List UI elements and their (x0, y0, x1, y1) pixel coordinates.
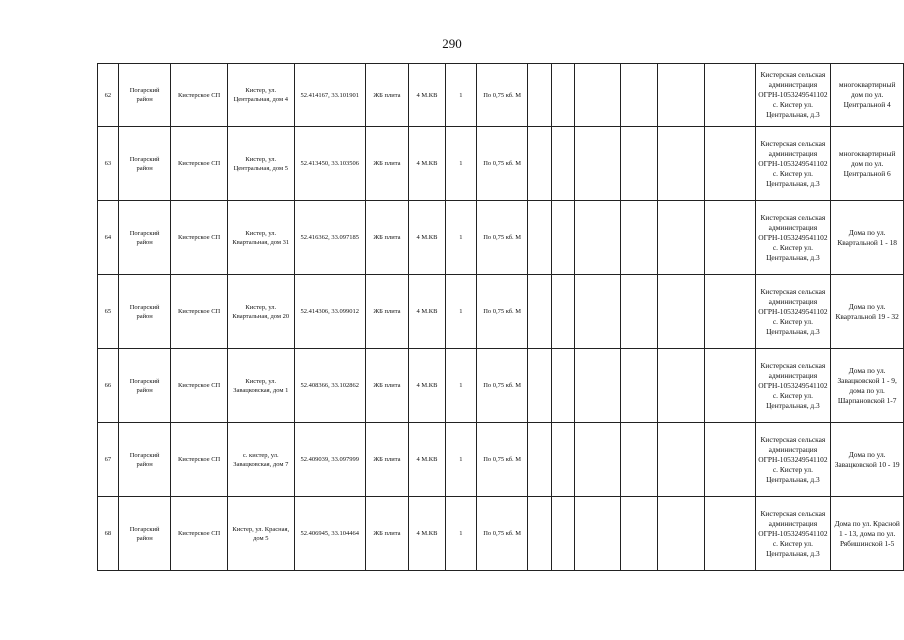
table-row (98, 423, 904, 497)
cover-type-cell: ЖБ плита (365, 349, 408, 423)
address-cell: Кистер, ул. Центральная, дом 5 (227, 127, 294, 201)
coordinates-cell: 52.409039, 33.097999 (294, 423, 365, 497)
area-cell: 4 М.КВ (409, 423, 446, 497)
quantity-cell: 1 (445, 64, 476, 127)
address-cell: Кистер, ул. Квартальная, дом 31 (227, 201, 294, 275)
volume-cell: По 0,75 кб. М (476, 275, 527, 349)
address-cell: с. кистер, ул. Завацковская, дом 7 (227, 423, 294, 497)
district-cell: Погарский район (118, 127, 171, 201)
empty-cell (528, 349, 552, 423)
empty-cell (575, 275, 621, 349)
empty-cell (575, 64, 621, 127)
settlement-cell: Кистерское СП (171, 497, 227, 571)
cover-type-cell: ЖБ плита (365, 201, 408, 275)
empty-cell (551, 423, 575, 497)
table-row (98, 201, 904, 275)
cover-type-cell: ЖБ плита (365, 275, 408, 349)
row-number: 67 (98, 423, 119, 497)
empty-cell (657, 127, 704, 201)
administration-cell: Кистерская сельская администрация ОГРН-1053249541102 с. Кистер ул. Центральная, д.3 (755, 201, 831, 275)
empty-cell (704, 349, 755, 423)
row-number: 63 (98, 127, 119, 201)
settlement-cell: Кистерское СП (171, 201, 227, 275)
quantity-cell: 1 (445, 349, 476, 423)
empty-cell (528, 127, 552, 201)
volume-cell: По 0,75 кб. М (476, 127, 527, 201)
volume-cell: По 0,75 кб. М (476, 201, 527, 275)
settlement-cell: Кистерское СП (171, 127, 227, 201)
served-objects-cell: многоквартирный дом по ул. Центральной 4 (831, 64, 904, 127)
table-row (98, 127, 904, 201)
administration-cell: Кистерская сельская администрация ОГРН-1053249541102 с. Кистер ул. Центральная, д.3 (755, 127, 831, 201)
empty-cell (551, 127, 575, 201)
settlement-cell: Кистерское СП (171, 349, 227, 423)
empty-cell (704, 423, 755, 497)
table-row (98, 497, 904, 571)
cover-type-cell: ЖБ плита (365, 423, 408, 497)
empty-cell (657, 423, 704, 497)
volume-cell: По 0,75 кб. М (476, 64, 527, 127)
coordinates-cell: 52.414167, 33.101901 (294, 64, 365, 127)
settlement-cell: Кистерское СП (171, 423, 227, 497)
area-cell: 4 М.КВ (409, 349, 446, 423)
row-number: 62 (98, 64, 119, 127)
empty-cell (528, 423, 552, 497)
page-number: 290 (442, 36, 462, 51)
row-number: 64 (98, 201, 119, 275)
district-cell: Погарский район (118, 497, 171, 571)
empty-cell (657, 201, 704, 275)
empty-cell (575, 423, 621, 497)
quantity-cell: 1 (445, 423, 476, 497)
row-number: 66 (98, 349, 119, 423)
empty-cell (704, 201, 755, 275)
table-row (98, 64, 904, 127)
empty-cell (575, 201, 621, 275)
row-number: 65 (98, 275, 119, 349)
empty-cell (704, 497, 755, 571)
district-cell: Погарский район (118, 201, 171, 275)
empty-cell (621, 423, 658, 497)
quantity-cell: 1 (445, 127, 476, 201)
empty-cell (551, 275, 575, 349)
empty-cell (575, 497, 621, 571)
cover-type-cell: ЖБ плита (365, 127, 408, 201)
address-cell: Кистер, ул. Квартальная, дом 20 (227, 275, 294, 349)
empty-cell (621, 127, 658, 201)
empty-cell (621, 64, 658, 127)
cover-type-cell: ЖБ плита (365, 64, 408, 127)
area-cell: 4 М.КВ (409, 64, 446, 127)
empty-cell (551, 64, 575, 127)
empty-cell (551, 349, 575, 423)
settlement-cell: Кистерское СП (171, 275, 227, 349)
empty-cell (528, 64, 552, 127)
served-objects-cell: Дома по ул. Квартальной 1 - 18 (831, 201, 904, 275)
area-cell: 4 М.КВ (409, 127, 446, 201)
empty-cell (704, 275, 755, 349)
cover-type-cell: ЖБ плита (365, 497, 408, 571)
served-objects-cell: Дома по ул. Красной 1 - 13, дома по ул. Рябишинской 1-5 (831, 497, 904, 571)
table-row (98, 349, 904, 423)
volume-cell: По 0,75 кб. М (476, 497, 527, 571)
district-cell: Погарский район (118, 349, 171, 423)
address-cell: Кистер, ул. Красная, дом 5 (227, 497, 294, 571)
district-cell: Погарский район (118, 423, 171, 497)
empty-cell (528, 201, 552, 275)
empty-cell (704, 127, 755, 201)
coordinates-cell: 52.413450, 33.103506 (294, 127, 365, 201)
district-cell: Погарский район (118, 275, 171, 349)
coordinates-cell: 52.408366, 33.102862 (294, 349, 365, 423)
empty-cell (657, 497, 704, 571)
empty-cell (657, 275, 704, 349)
quantity-cell: 1 (445, 201, 476, 275)
administration-cell: Кистерская сельская администрация ОГРН-1053249541102 с. Кистер ул. Центральная, д.3 (755, 64, 831, 127)
row-number: 68 (98, 497, 119, 571)
district-cell: Погарский район (118, 64, 171, 127)
area-cell: 4 М.КВ (409, 275, 446, 349)
empty-cell (528, 497, 552, 571)
administration-cell: Кистерская сельская администрация ОГРН-1053249541102 с. Кистер ул. Центральная, д.3 (755, 497, 831, 571)
settlement-cell: Кистерское СП (171, 64, 227, 127)
served-objects-cell: многоквартирный дом по ул. Центральной 6 (831, 127, 904, 201)
registry-table (97, 63, 904, 571)
administration-cell: Кистерская сельская администрация ОГРН-1053249541102 с. Кистер ул. Центральная, д.3 (755, 275, 831, 349)
empty-cell (551, 201, 575, 275)
empty-cell (621, 275, 658, 349)
empty-cell (528, 275, 552, 349)
empty-cell (657, 64, 704, 127)
empty-cell (621, 201, 658, 275)
area-cell: 4 М.КВ (409, 497, 446, 571)
empty-cell (575, 349, 621, 423)
served-objects-cell: Дома по ул. Завацковской 10 - 19 (831, 423, 904, 497)
empty-cell (621, 349, 658, 423)
quantity-cell: 1 (445, 497, 476, 571)
volume-cell: По 0,75 кб. М (476, 349, 527, 423)
served-objects-cell: Дома по ул. Квартальной 19 - 32 (831, 275, 904, 349)
address-cell: Кистер, ул. Центральная, дом 4 (227, 64, 294, 127)
administration-cell: Кистерская сельская администрация ОГРН-1053249541102 с. Кистер ул. Центральная, д.3 (755, 349, 831, 423)
empty-cell (621, 497, 658, 571)
table-row (98, 275, 904, 349)
address-cell: Кистер, ул. Завацковская, дом 1 (227, 349, 294, 423)
empty-cell (657, 349, 704, 423)
coordinates-cell: 52.416362, 33.097185 (294, 201, 365, 275)
volume-cell: По 0,75 кб. М (476, 423, 527, 497)
served-objects-cell: Дома по ул. Завацковской 1 - 9, дома по ул. Шарпановской 1-7 (831, 349, 904, 423)
administration-cell: Кистерская сельская администрация ОГРН-1053249541102 с. Кистер ул. Центральная, д.3 (755, 423, 831, 497)
coordinates-cell: 52.414306, 33.099012 (294, 275, 365, 349)
empty-cell (551, 497, 575, 571)
empty-cell (575, 127, 621, 201)
empty-cell (704, 64, 755, 127)
area-cell: 4 М.КВ (409, 201, 446, 275)
quantity-cell: 1 (445, 275, 476, 349)
coordinates-cell: 52.406945, 33.104464 (294, 497, 365, 571)
